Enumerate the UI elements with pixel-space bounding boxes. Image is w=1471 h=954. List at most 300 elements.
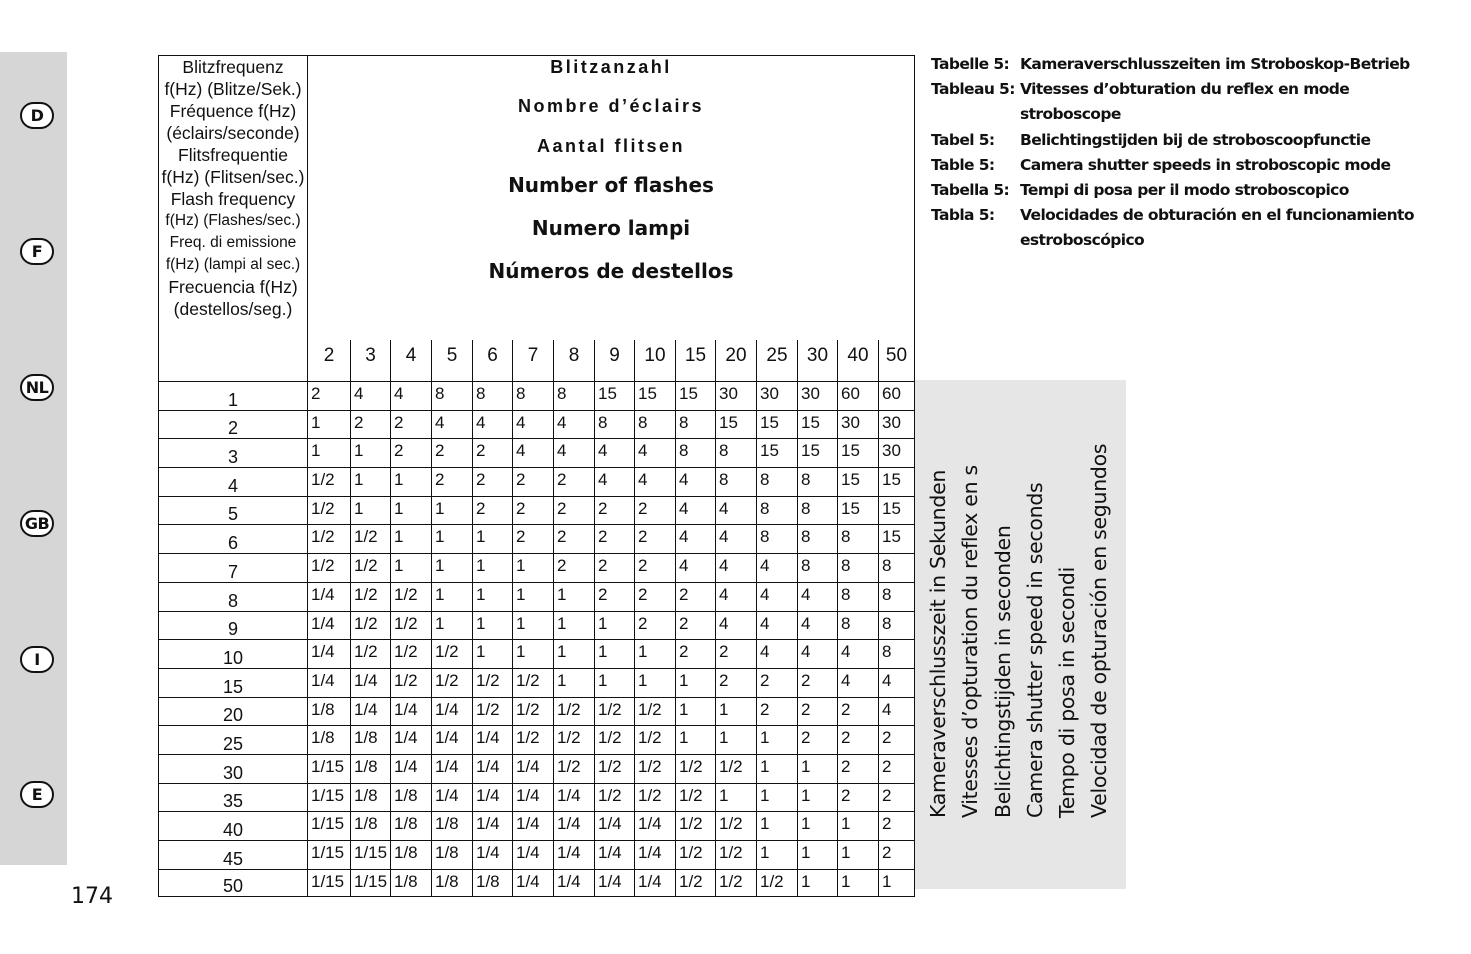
shutter-speed-cell: 1/2 bbox=[351, 582, 391, 611]
column-header-flash-count: 10 bbox=[635, 340, 676, 382]
column-header-flash-count: 3 bbox=[351, 340, 391, 382]
column-header-flash-count: 40 bbox=[838, 340, 879, 382]
number-of-flashes-title: Nombre d’éclairs bbox=[517, 96, 705, 116]
shutter-speed-cell: 1/8 bbox=[351, 812, 391, 841]
shutter-speed-cell: 4 bbox=[513, 439, 554, 468]
shutter-speed-cell: 1 bbox=[798, 754, 838, 783]
shutter-speed-cell: 1/8 bbox=[351, 783, 391, 812]
shutter-speed-cell: 1 bbox=[635, 668, 676, 697]
shutter-speed-cell: 4 bbox=[513, 410, 554, 439]
shutter-speed-cell: 1/2 bbox=[554, 754, 595, 783]
caption-label: Tableau 5: bbox=[931, 80, 1015, 99]
caption-text: Kameraverschlusszeiten im Stroboskop-Betrieb bbox=[1020, 55, 1410, 73]
shutter-speed-cell: 4 bbox=[635, 468, 676, 497]
shutter-speed-cell: 1/2 bbox=[676, 754, 716, 783]
number-of-flashes-title: Números de destellos bbox=[488, 259, 734, 283]
shutter-speed-cell: 1/15 bbox=[308, 783, 351, 812]
number-of-flashes-title: Number of flashes bbox=[508, 173, 714, 197]
freq-header-line: Frecuencia f(Hz) bbox=[168, 277, 298, 297]
shutter-speed-cell: 1/2 bbox=[391, 582, 432, 611]
shutter-speed-cell: 30 bbox=[879, 439, 915, 468]
shutter-speed-cell: 2 bbox=[879, 812, 915, 841]
shutter-speed-cell: 1/4 bbox=[351, 697, 391, 726]
table-row bbox=[159, 726, 915, 755]
shutter-speed-cell: 1/2 bbox=[595, 754, 635, 783]
shutter-speed-cell: 2 bbox=[513, 525, 554, 554]
shutter-speed-cell: 1/8 bbox=[308, 697, 351, 726]
shutter-speed-cell: 8 bbox=[879, 582, 915, 611]
shutter-speed-cell: 8 bbox=[473, 382, 513, 411]
shutter-speed-cell: 1/2 bbox=[595, 726, 635, 755]
shutter-speed-cell: 8 bbox=[595, 410, 635, 439]
shutter-speed-cell: 2 bbox=[635, 554, 676, 583]
shutter-speed-cell: 2 bbox=[676, 611, 716, 640]
shutter-speed-cell: 4 bbox=[879, 697, 915, 726]
shutter-speed-cell: 1/8 bbox=[391, 869, 432, 896]
vertical-unit-captions bbox=[922, 398, 1117, 818]
shutter-speed-cell: 4 bbox=[554, 439, 595, 468]
shutter-speed-cell: 2 bbox=[757, 668, 798, 697]
shutter-speed-cell: 2 bbox=[432, 468, 473, 497]
shutter-speed-cell: 8 bbox=[757, 468, 798, 497]
freq-header-line: f(Hz) (Blitze/Sek.) bbox=[164, 79, 302, 99]
shutter-speed-cell: 1 bbox=[554, 640, 595, 669]
shutter-speed-cell: 1/4 bbox=[635, 812, 676, 841]
freq-header-line: (éclairs/seconde) bbox=[166, 123, 300, 143]
shutter-speed-cell: 1/2 bbox=[391, 611, 432, 640]
shutter-speed-cell: 1/8 bbox=[432, 869, 473, 896]
shutter-speed-cell: 1 bbox=[595, 640, 635, 669]
shutter-speed-cell: 15 bbox=[838, 468, 879, 497]
shutter-speed-cell: 1/4 bbox=[308, 640, 351, 669]
shutter-speed-cell: 1/4 bbox=[554, 841, 595, 870]
shutter-speed-cell: 1/4 bbox=[513, 869, 554, 896]
shutter-speed-cell: 8 bbox=[838, 611, 879, 640]
shutter-speed-cell: 1/4 bbox=[513, 783, 554, 812]
shutter-speed-cell: 1 bbox=[391, 554, 432, 583]
shutter-speed-cell: 15 bbox=[757, 439, 798, 468]
flash-frequency-header bbox=[159, 56, 308, 382]
shutter-speed-cell: 2 bbox=[351, 410, 391, 439]
shutter-speed-cell: 1/2 bbox=[513, 726, 554, 755]
shutter-speed-cell: 2 bbox=[879, 726, 915, 755]
row-header-frequency: 9 bbox=[159, 611, 308, 640]
shutter-speed-cell: 1/2 bbox=[716, 869, 757, 896]
row-header-frequency: 2 bbox=[159, 410, 308, 439]
shutter-speed-cell: 1 bbox=[432, 554, 473, 583]
column-header-flash-count: 20 bbox=[716, 340, 757, 382]
shutter-speed-cell: 1/2 bbox=[554, 697, 595, 726]
shutter-speed-cell: 4 bbox=[757, 554, 798, 583]
shutter-speed-cell: 1 bbox=[351, 468, 391, 497]
shutter-speed-cell: 15 bbox=[879, 525, 915, 554]
shutter-speed-cell: 2 bbox=[391, 439, 432, 468]
row-header-frequency: 7 bbox=[159, 554, 308, 583]
caption-row bbox=[931, 128, 1420, 153]
shutter-speed-cell: 1/4 bbox=[554, 869, 595, 896]
shutter-speed-cell: 2 bbox=[554, 496, 595, 525]
shutter-speed-cell: 2 bbox=[716, 668, 757, 697]
table-captions bbox=[931, 52, 1420, 254]
shutter-speed-cell: 1/15 bbox=[351, 841, 391, 870]
shutter-speed-cell: 1 bbox=[635, 640, 676, 669]
shutter-speed-cell: 15 bbox=[838, 496, 879, 525]
language-badge-i: I bbox=[20, 646, 54, 673]
shutter-speed-cell: 1/4 bbox=[473, 841, 513, 870]
shutter-speed-cell: 2 bbox=[757, 697, 798, 726]
shutter-speed-cell: 8 bbox=[716, 468, 757, 497]
shutter-speed-cell: 2 bbox=[716, 640, 757, 669]
shutter-speed-cell: 4 bbox=[757, 640, 798, 669]
table-row bbox=[159, 869, 915, 896]
shutter-speed-cell: 1 bbox=[351, 439, 391, 468]
number-of-flashes-title: Numero lampi bbox=[531, 216, 691, 240]
shutter-speed-cell: 1 bbox=[838, 841, 879, 870]
shutter-speed-cell: 1 bbox=[554, 582, 595, 611]
shutter-speed-cell: 8 bbox=[879, 554, 915, 583]
shutter-speed-cell: 1 bbox=[473, 554, 513, 583]
shutter-speed-cell: 4 bbox=[432, 410, 473, 439]
shutter-speed-cell: 1/2 bbox=[351, 611, 391, 640]
shutter-speed-cell: 15 bbox=[879, 468, 915, 497]
shutter-speed-cell: 4 bbox=[716, 611, 757, 640]
shutter-speed-cell: 1 bbox=[391, 496, 432, 525]
shutter-speed-cell: 1/15 bbox=[308, 869, 351, 896]
table-row bbox=[159, 697, 915, 726]
shutter-speed-cell: 2 bbox=[838, 754, 879, 783]
shutter-speed-cell: 1/4 bbox=[473, 726, 513, 755]
shutter-speed-cell: 2 bbox=[635, 525, 676, 554]
shutter-speed-cell: 1/2 bbox=[351, 640, 391, 669]
shutter-speed-cell: 1/4 bbox=[432, 783, 473, 812]
shutter-speed-cell: 1/2 bbox=[351, 554, 391, 583]
shutter-speed-cell: 15 bbox=[635, 382, 676, 411]
shutter-speed-cell: 8 bbox=[838, 525, 879, 554]
column-header-flash-count: 2 bbox=[308, 340, 351, 382]
shutter-speed-cell: 4 bbox=[676, 525, 716, 554]
shutter-speed-cell: 30 bbox=[879, 410, 915, 439]
shutter-speed-cell: 4 bbox=[716, 525, 757, 554]
caption-label: Tabla 5: bbox=[931, 206, 995, 225]
shutter-speed-cell: 8 bbox=[879, 640, 915, 669]
shutter-speed-cell: 8 bbox=[432, 382, 473, 411]
shutter-speed-cell: 1/8 bbox=[391, 812, 432, 841]
shutter-speed-cell: 2 bbox=[798, 726, 838, 755]
shutter-speed-cell: 1 bbox=[757, 812, 798, 841]
shutter-speed-cell: 1/2 bbox=[391, 640, 432, 669]
shutter-speed-cell: 1/2 bbox=[716, 754, 757, 783]
shutter-speed-cell: 1/4 bbox=[308, 611, 351, 640]
shutter-speed-cell: 1/8 bbox=[351, 754, 391, 783]
shutter-speed-cell: 1/15 bbox=[351, 869, 391, 896]
shutter-speed-cell: 1/2 bbox=[554, 726, 595, 755]
shutter-speed-cell: 15 bbox=[798, 439, 838, 468]
shutter-speed-cell: 1/15 bbox=[308, 754, 351, 783]
vertical-caption-line: Camera shutter speed in seconds bbox=[1022, 482, 1047, 818]
shutter-speed-cell: 4 bbox=[798, 582, 838, 611]
vertical-caption-line: Velocidad de opturación en segundos bbox=[1087, 443, 1112, 818]
column-header-flash-count: 30 bbox=[798, 340, 838, 382]
shutter-speed-cell: 1/2 bbox=[676, 869, 716, 896]
row-header-frequency: 25 bbox=[159, 726, 308, 755]
caption-label: Tabel 5: bbox=[931, 130, 995, 149]
language-sidebar bbox=[0, 52, 67, 865]
shutter-speed-cell: 8 bbox=[554, 382, 595, 411]
row-header-frequency: 1 bbox=[159, 382, 308, 411]
row-header-frequency: 20 bbox=[159, 697, 308, 726]
shutter-speed-cell: 4 bbox=[838, 668, 879, 697]
table-row bbox=[159, 525, 915, 554]
caption-text: Tempi di posa per il modo stroboscopico bbox=[1020, 181, 1349, 200]
shutter-speed-cell: 1 bbox=[513, 554, 554, 583]
table-row bbox=[159, 382, 915, 411]
shutter-speed-cell: 4 bbox=[838, 640, 879, 669]
column-header-flash-count: 8 bbox=[554, 340, 595, 382]
shutter-speed-cell: 15 bbox=[798, 410, 838, 439]
shutter-speed-cell: 1 bbox=[879, 869, 915, 896]
shutter-speed-cell: 1/2 bbox=[432, 640, 473, 669]
table-row bbox=[159, 841, 915, 870]
caption-text: Belichtingstijden bij de stroboscoopfunctie bbox=[1020, 130, 1371, 149]
shutter-speed-cell: 2 bbox=[595, 582, 635, 611]
shutter-speed-cell: 2 bbox=[595, 496, 635, 525]
shutter-speed-cell: 1 bbox=[757, 754, 798, 783]
shutter-speed-cell: 1/2 bbox=[716, 841, 757, 870]
shutter-speed-cell: 1/4 bbox=[595, 812, 635, 841]
shutter-speed-cell: 1/2 bbox=[595, 697, 635, 726]
shutter-speed-cell: 1 bbox=[473, 525, 513, 554]
shutter-speed-cell: 1 bbox=[676, 726, 716, 755]
shutter-speed-cell: 1/2 bbox=[308, 525, 351, 554]
shutter-speed-cell: 2 bbox=[676, 582, 716, 611]
caption-row bbox=[931, 203, 1420, 253]
shutter-speed-cell: 1/4 bbox=[391, 697, 432, 726]
row-header-frequency: 8 bbox=[159, 582, 308, 611]
freq-header-line: Flitsfrequentie bbox=[178, 145, 288, 165]
shutter-speed-cell: 1/2 bbox=[473, 668, 513, 697]
shutter-speed-cell: 1/4 bbox=[554, 812, 595, 841]
shutter-speed-cell: 8 bbox=[513, 382, 554, 411]
row-header-frequency: 4 bbox=[159, 468, 308, 497]
shutter-speed-cell: 8 bbox=[757, 525, 798, 554]
row-header-frequency: 50 bbox=[159, 869, 308, 896]
shutter-speed-cell: 15 bbox=[757, 410, 798, 439]
shutter-speed-cell: 1/4 bbox=[595, 869, 635, 896]
shutter-speed-cell: 1/4 bbox=[554, 783, 595, 812]
shutter-speed-cell: 2 bbox=[473, 439, 513, 468]
shutter-speed-cell: 1/2 bbox=[635, 783, 676, 812]
shutter-speed-cell: 1 bbox=[716, 697, 757, 726]
shutter-speed-cell: 4 bbox=[879, 668, 915, 697]
freq-header-line: Blitzfrequenz bbox=[182, 57, 284, 77]
shutter-speed-cell: 1 bbox=[798, 841, 838, 870]
caption-row bbox=[931, 178, 1420, 203]
shutter-speed-cell: 1 bbox=[432, 496, 473, 525]
row-header-frequency: 10 bbox=[159, 640, 308, 669]
shutter-speed-cell: 8 bbox=[716, 439, 757, 468]
shutter-speed-cell: 15 bbox=[838, 439, 879, 468]
shutter-speed-cell: 4 bbox=[757, 582, 798, 611]
shutter-speed-cell: 4 bbox=[473, 410, 513, 439]
shutter-speed-cell: 1/2 bbox=[595, 783, 635, 812]
row-header-frequency: 30 bbox=[159, 754, 308, 783]
caption-row bbox=[931, 77, 1420, 127]
shutter-speed-cell: 1/2 bbox=[308, 496, 351, 525]
column-header-flash-count: 4 bbox=[391, 340, 432, 382]
shutter-speed-cell: 1 bbox=[513, 582, 554, 611]
shutter-speed-cell: 1/2 bbox=[716, 812, 757, 841]
shutter-speed-cell: 1/2 bbox=[308, 468, 351, 497]
shutter-speed-cell: 2 bbox=[838, 783, 879, 812]
shutter-speed-cell: 1 bbox=[432, 611, 473, 640]
shutter-speed-cell: 4 bbox=[595, 468, 635, 497]
shutter-speed-cell: 1 bbox=[798, 869, 838, 896]
shutter-speed-cell: 1/2 bbox=[513, 697, 554, 726]
vertical-caption-line: Tempo di posa in secondi bbox=[1055, 566, 1080, 818]
language-badge-gb: GB bbox=[20, 510, 54, 537]
row-header-frequency: 5 bbox=[159, 496, 308, 525]
shutter-speed-cell: 30 bbox=[716, 382, 757, 411]
shutter-speed-cell: 1/2 bbox=[676, 841, 716, 870]
caption-text: Camera shutter speeds in stroboscopic mode bbox=[1020, 155, 1391, 174]
page-number: 174 bbox=[71, 884, 113, 909]
shutter-speed-cell: 8 bbox=[757, 496, 798, 525]
shutter-speed-cell: 60 bbox=[879, 382, 915, 411]
shutter-speed-cell: 2 bbox=[879, 754, 915, 783]
shutter-speed-cell: 4 bbox=[676, 554, 716, 583]
shutter-speed-cell: 60 bbox=[838, 382, 879, 411]
shutter-speed-cell: 1/4 bbox=[432, 726, 473, 755]
shutter-speed-cell: 1/2 bbox=[432, 668, 473, 697]
shutter-speed-cell: 1 bbox=[473, 582, 513, 611]
shutter-speed-cell: 1/15 bbox=[308, 841, 351, 870]
shutter-speed-cell: 1 bbox=[308, 439, 351, 468]
shutter-speed-cell: 2 bbox=[308, 382, 351, 411]
shutter-speed-cell: 1 bbox=[595, 668, 635, 697]
shutter-speed-cell: 1/2 bbox=[635, 754, 676, 783]
shutter-speed-cell: 2 bbox=[432, 439, 473, 468]
language-badge-f: F bbox=[20, 238, 54, 265]
table-row bbox=[159, 582, 915, 611]
row-header-frequency: 35 bbox=[159, 783, 308, 812]
shutter-speed-cell: 1/2 bbox=[635, 697, 676, 726]
shutter-speed-cell: 2 bbox=[635, 496, 676, 525]
shutter-speed-cell: 1/15 bbox=[308, 812, 351, 841]
shutter-speed-cell: 2 bbox=[635, 582, 676, 611]
shutter-speed-cell: 1 bbox=[798, 812, 838, 841]
shutter-speed-cell: 2 bbox=[798, 697, 838, 726]
shutter-speed-cell: 30 bbox=[838, 410, 879, 439]
shutter-speed-cell: 1/8 bbox=[432, 841, 473, 870]
shutter-speed-cell: 4 bbox=[798, 640, 838, 669]
shutter-speed-cell: 1 bbox=[716, 783, 757, 812]
shutter-speed-cell: 4 bbox=[676, 468, 716, 497]
column-header-flash-count: 50 bbox=[879, 340, 915, 382]
table-row bbox=[159, 439, 915, 468]
table-row bbox=[159, 468, 915, 497]
shutter-speed-cell: 2 bbox=[879, 841, 915, 870]
table-row bbox=[159, 640, 915, 669]
shutter-speed-cell: 8 bbox=[879, 611, 915, 640]
freq-header-line: Fréquence f(Hz) bbox=[169, 101, 297, 121]
shutter-speed-cell: 4 bbox=[635, 439, 676, 468]
shutter-speed-cell: 1 bbox=[838, 812, 879, 841]
number-of-flashes-header bbox=[308, 56, 915, 340]
table-row bbox=[159, 410, 915, 439]
shutter-speed-cell: 1 bbox=[676, 668, 716, 697]
table-row bbox=[159, 783, 915, 812]
shutter-speed-cell: 1/2 bbox=[351, 525, 391, 554]
shutter-speed-cell: 1/8 bbox=[391, 841, 432, 870]
freq-header-line: (destellos/seg.) bbox=[173, 299, 293, 319]
shutter-speed-cell: 2 bbox=[879, 783, 915, 812]
shutter-speed-cell: 4 bbox=[716, 582, 757, 611]
shutter-speed-cell: 2 bbox=[595, 554, 635, 583]
shutter-speed-cell: 1/4 bbox=[432, 754, 473, 783]
column-header-flash-count: 15 bbox=[676, 340, 716, 382]
freq-header-line: Flash frequency bbox=[170, 189, 296, 209]
shutter-speed-cell: 1 bbox=[513, 611, 554, 640]
shutter-speed-cell: 1/8 bbox=[473, 869, 513, 896]
shutter-speed-cell: 1 bbox=[473, 611, 513, 640]
shutter-speed-cell: 1/4 bbox=[473, 783, 513, 812]
shutter-speed-cell: 4 bbox=[676, 496, 716, 525]
table-row bbox=[159, 812, 915, 841]
caption-label: Table 5: bbox=[931, 155, 995, 174]
shutter-speed-cell: 4 bbox=[716, 554, 757, 583]
shutter-speed-cell: 4 bbox=[595, 439, 635, 468]
shutter-speed-cell: 1 bbox=[554, 668, 595, 697]
shutter-speed-cell: 2 bbox=[554, 525, 595, 554]
table-row bbox=[159, 754, 915, 783]
shutter-speed-cell: 1 bbox=[391, 468, 432, 497]
shutter-speed-cell: 2 bbox=[838, 726, 879, 755]
shutter-speed-cell: 4 bbox=[798, 611, 838, 640]
shutter-speed-cell: 1 bbox=[757, 841, 798, 870]
shutter-speed-cell: 30 bbox=[798, 382, 838, 411]
shutter-speed-cell: 2 bbox=[473, 496, 513, 525]
shutter-speed-cell: 1/2 bbox=[676, 812, 716, 841]
column-header-flash-count: 25 bbox=[757, 340, 798, 382]
column-header-flash-count: 6 bbox=[473, 340, 513, 382]
shutter-speed-cell: 8 bbox=[838, 554, 879, 583]
number-of-flashes-title: Blitzanzahl bbox=[550, 57, 672, 77]
shutter-speed-cell: 8 bbox=[798, 496, 838, 525]
table-row bbox=[159, 668, 915, 697]
shutter-speed-cell: 1/2 bbox=[473, 697, 513, 726]
caption-text: Velocidades de obturación en el funcionamiento estroboscópico bbox=[1020, 206, 1414, 250]
vertical-caption-line: Kameraverschlusszeit in Sekunden bbox=[926, 469, 950, 818]
shutter-speed-cell: 1 bbox=[391, 525, 432, 554]
shutter-speed-cell: 2 bbox=[798, 668, 838, 697]
shutter-speed-cell: 4 bbox=[554, 410, 595, 439]
shutter-speed-cell: 1/2 bbox=[676, 783, 716, 812]
shutter-speed-cell: 15 bbox=[879, 496, 915, 525]
shutter-speed-cell: 2 bbox=[473, 468, 513, 497]
shutter-speed-cell: 1/2 bbox=[391, 668, 432, 697]
shutter-speed-cell: 8 bbox=[676, 410, 716, 439]
freq-header-line: f(Hz) (Flitsen/sec.) bbox=[161, 167, 305, 187]
column-header-flash-count: 9 bbox=[595, 340, 635, 382]
shutter-speed-cell: 1/4 bbox=[308, 668, 351, 697]
shutter-speed-cell: 1/4 bbox=[513, 812, 554, 841]
vertical-caption-line: Belichtingstijden in seconden bbox=[990, 525, 1015, 818]
caption-text: Vitesses d’obturation du reflex en mode stroboscope bbox=[1020, 80, 1350, 124]
shutter-speed-cell: 1 bbox=[351, 496, 391, 525]
shutter-speed-cell: 1/8 bbox=[391, 783, 432, 812]
row-header-frequency: 6 bbox=[159, 525, 308, 554]
shutter-speed-cell: 4 bbox=[757, 611, 798, 640]
